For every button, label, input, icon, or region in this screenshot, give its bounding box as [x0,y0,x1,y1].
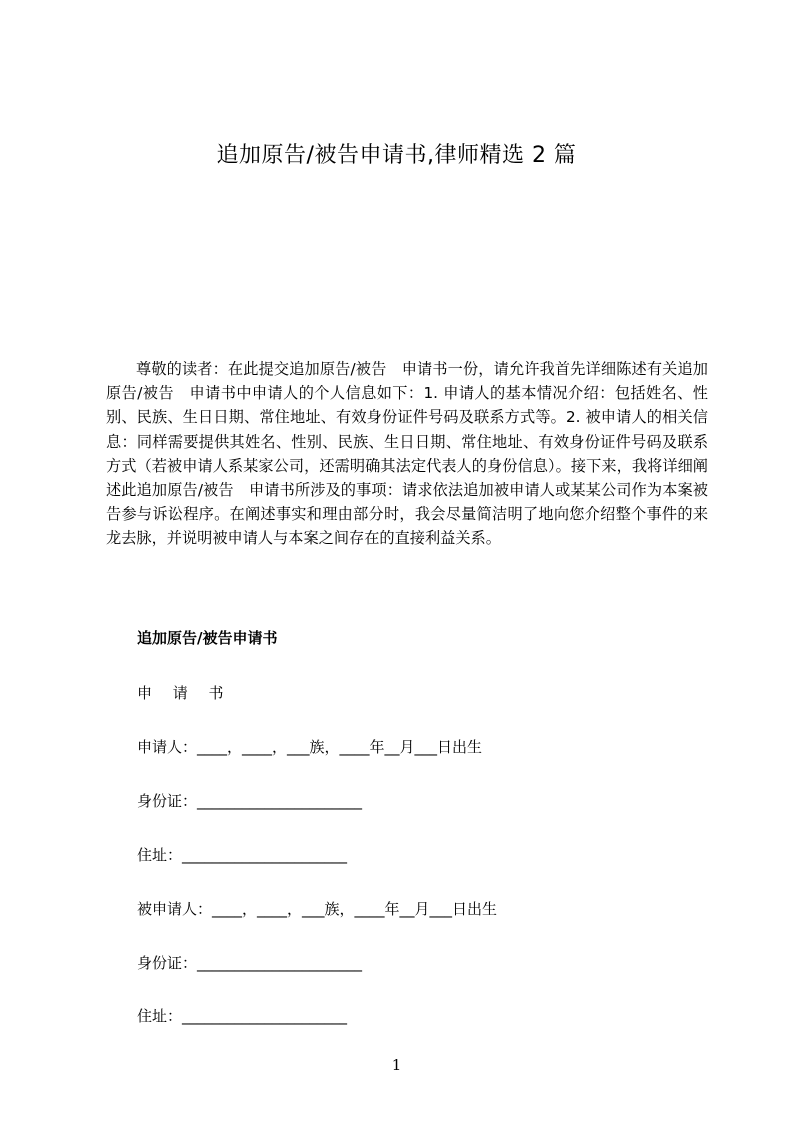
intro-paragraph: 尊敬的读者：在此提交追加原告/被告 申请书一份，请允许我首先详细陈述有关追加原告/被告 申请书中申请人的个人信息如下：1. 申请人的基本情况介绍：包括姓名、性别、民族、生日日期、常住地址、有效身份证件号码及联系方式等。2. 被申请人的相关信息：同样需要提供其姓名、性别、民族、生日日期、常住地址、有效身份证件号码及联系方式（若被申请人系某家公司，还需明确其法定代表人的身份信息）。接下来，我将详细阐述此追加原告/被告 申请书所涉及的事项：请求依法追加被申请人或某某公司作为本案被告参与诉讼程序。在阐述事实和理由部分时，我会尽量简洁明了地向您介绍整个事件的来龙去脉，并说明被申请人与本案之间存在的直接利益关系。 [106,360,708,548]
respondent-id-line: 身份证：______________________ [137,954,363,972]
respondent-line: 被申请人：____，____，___族，____年__月___日出生 [137,900,498,918]
document-title: 追加原告/被告申请书,律师精选 2 篇 [216,143,577,168]
applicant-id-line: 身份证：______________________ [137,792,363,810]
subheading: 申 请 书 [137,684,232,702]
section-heading: 追加原告/被告申请书 [137,629,278,647]
page-number: 1 [391,1056,402,1074]
respondent-address-line: 住址：______________________ [137,1007,348,1025]
applicant-address-line: 住址：______________________ [137,846,348,864]
applicant-line: 申请人：____，____，___族，____年__月___日出生 [137,738,483,756]
